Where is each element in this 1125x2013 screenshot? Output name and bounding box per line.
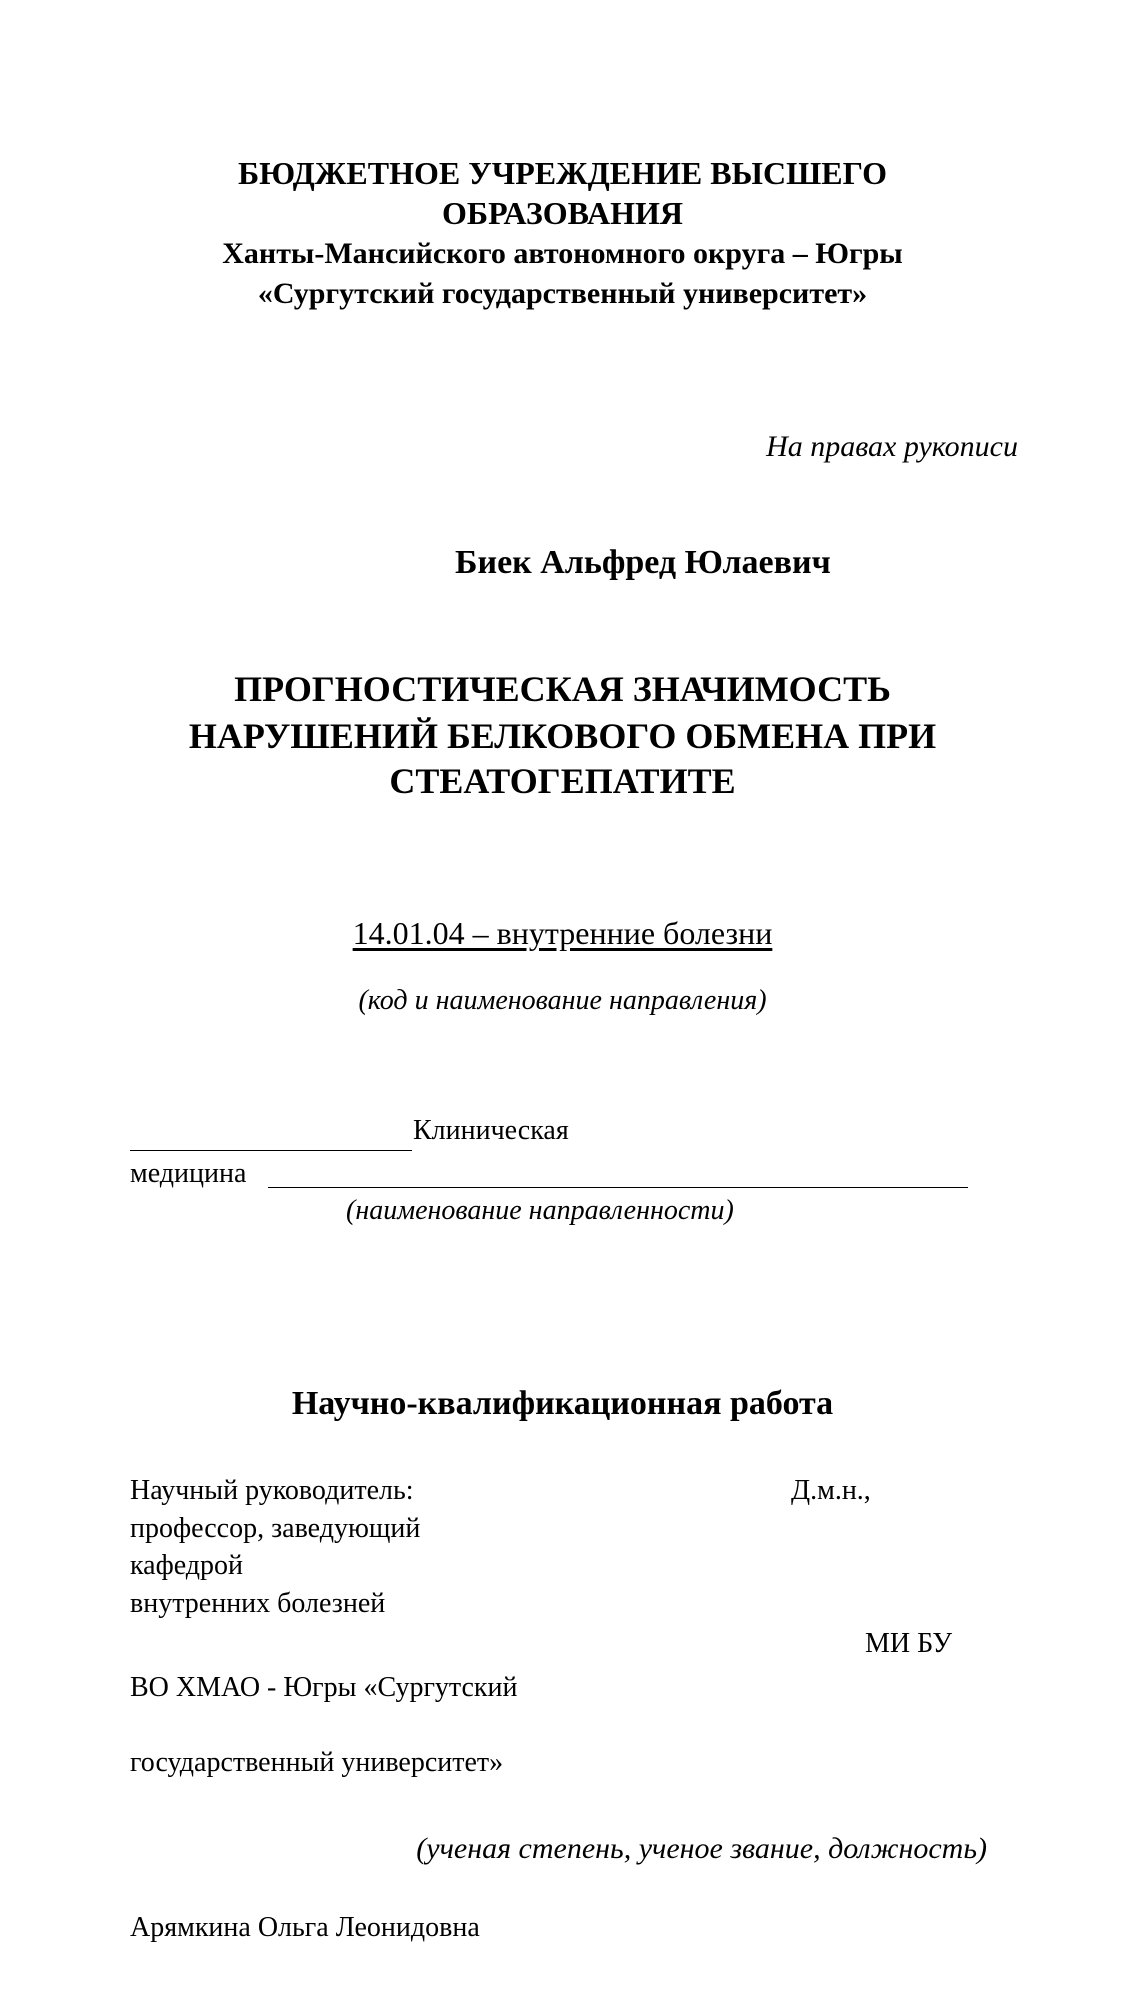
specialty-code-name: 14.01.04 – внутренние болезни [352, 915, 773, 951]
institution-line-2: ОБРАЗОВАНИЯ [442, 195, 683, 231]
direction-word-1: Клиническая [413, 1115, 569, 1146]
author-name: Биек Альфред Юлаевич [455, 544, 831, 581]
supervisor-label: Научный руководитель: [130, 1475, 414, 1506]
institution-line-1: БЮДЖЕТНОЕ УЧРЕЖДЕНИЕ ВЫСШЕГО [237, 155, 888, 191]
supervisor-department: внутренних болезней [130, 1588, 386, 1619]
thesis-title-line-3: СТЕАТОГЕПАТИТЕ [389, 761, 736, 801]
institution-region: Ханты-Мансийского автономного округа – Югры [222, 237, 903, 270]
supervisor-chair: кафедрой [130, 1550, 244, 1581]
specialty-caption: (код и наименование направления) [358, 985, 767, 1016]
supervisor-title: профессор, заведующий [130, 1513, 421, 1544]
thesis-title-line-2: НАРУШЕНИЙ БЕЛКОВОГО ОБМЕНА ПРИ [188, 716, 937, 756]
blank-line-1 [130, 1150, 412, 1151]
blank-line-2 [268, 1187, 968, 1188]
supervisor-institution-abbrev: МИ БУ [865, 1628, 953, 1659]
thesis-title-line-1: ПРОГНОСТИЧЕСКАЯ ЗНАЧИМОСТЬ [234, 669, 891, 709]
work-type: Научно-квалификационная работа [291, 1385, 834, 1422]
supervisor-caption: (ученая степень, ученое звание, должность) [416, 1832, 987, 1865]
manuscript-note: На правах рукописи [766, 430, 1018, 463]
direction-caption: (наименование направленности) [346, 1195, 734, 1226]
institution-name: «Сургутский государственный университет» [257, 277, 868, 310]
supervisor-institution-1: ВО ХМАО - Югры «Сургутский [130, 1672, 518, 1703]
supervisor-degree: Д.м.н., [791, 1475, 871, 1506]
supervisor-institution-2: государственный университет» [130, 1747, 504, 1778]
direction-word-2: медицина [130, 1158, 247, 1189]
supervisor-name: Арямкина Ольга Леонидовна [130, 1912, 480, 1943]
